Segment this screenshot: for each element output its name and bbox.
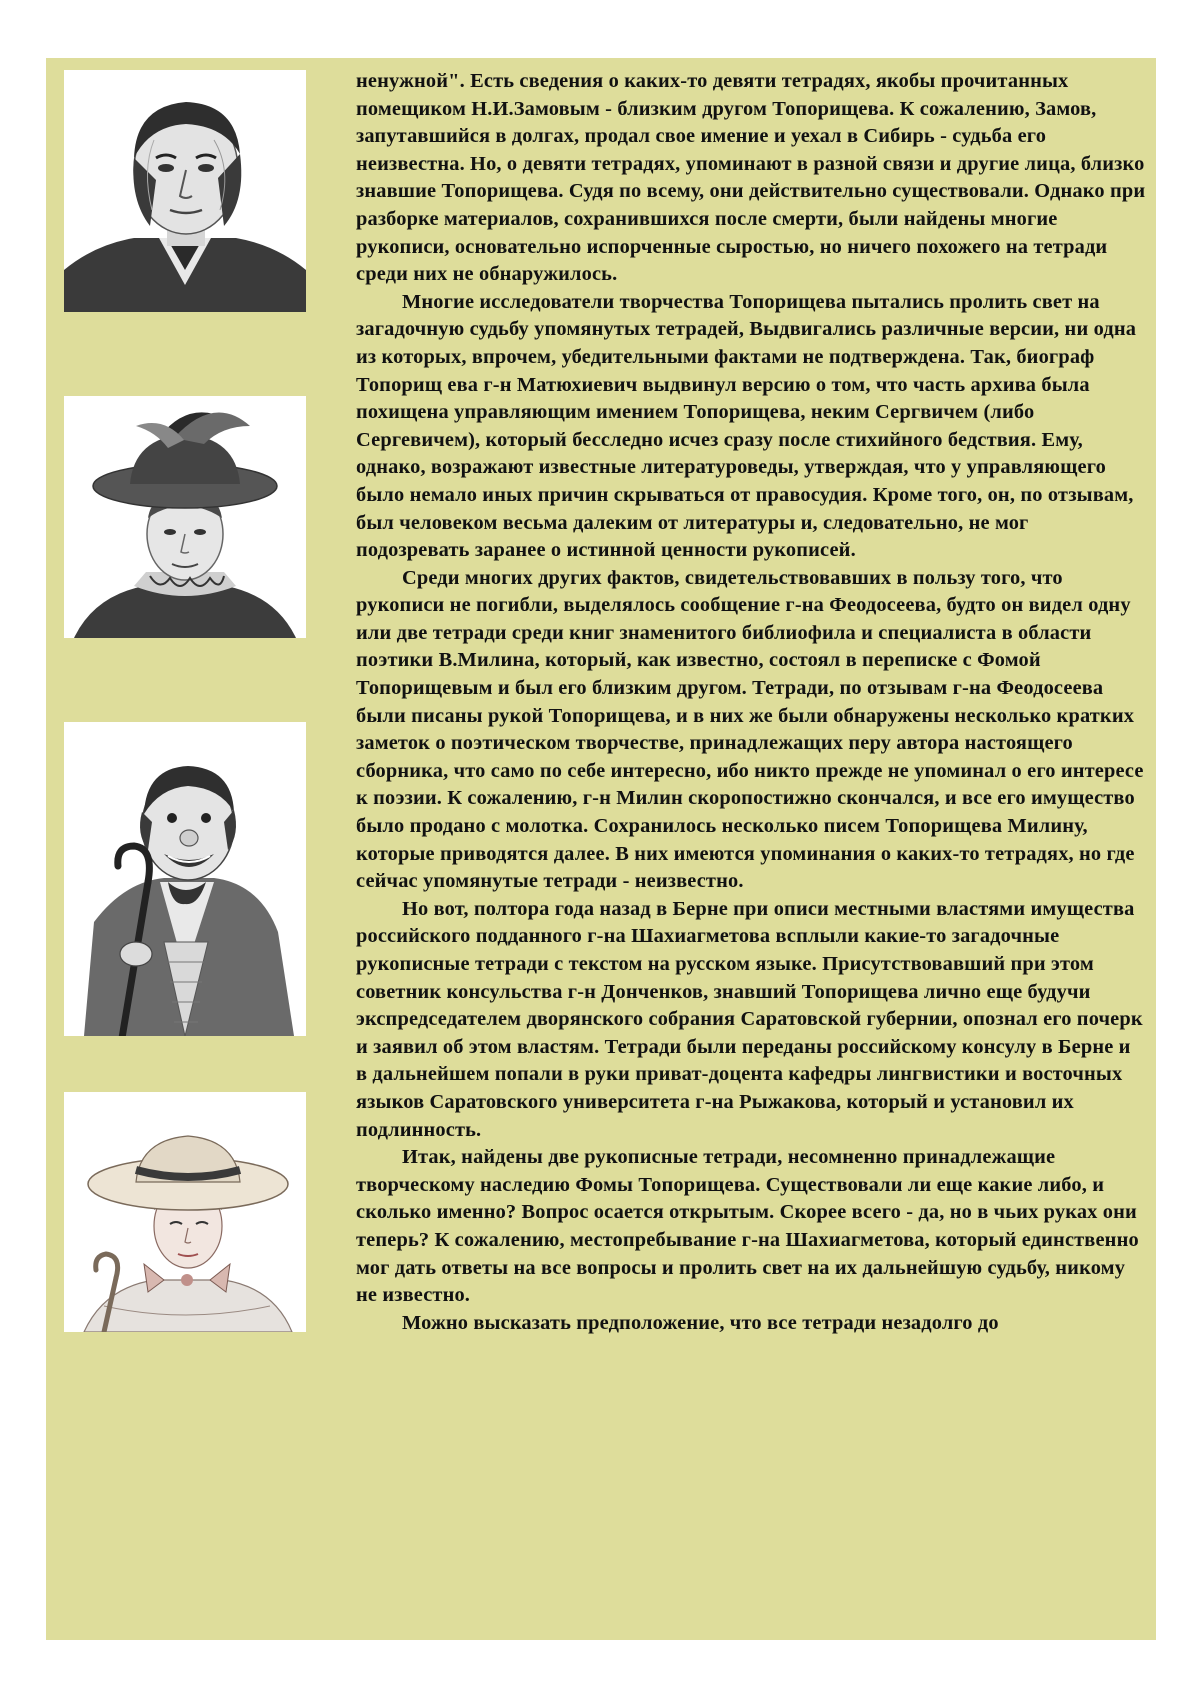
- paragraph: Можно высказать предположение, что все тетради незадолго до: [402, 1311, 999, 1334]
- paragraph: Итак, найдены две рукописные тетради, несомненно принадлежащие творческому наследию Фомы Топорищева. Существовали ли еще какие либо, и сколько именно? Вопрос осается открытым. Скорее всего - да, но в чьих руках они теперь? К сожалению, местопребывание г-на Шахиагметова, который единственно мог дать ответы на все вопросы и пролить свет на их дальнейшую судьбу, никому не известно.: [356, 1146, 1139, 1307]
- paragraph: Среди многих других фактов, свидетельствовавших в пользу того, что рукописи не погибли, выделялось сообщение г-на Феодосеева, будто он видел одну или две тетради среди книг знаменитого библиофила и специалиста в области поэтики В.Милина, который, как известно, состоял в переписке с Фомой Топорищевым и был его близким другом. Тетради, по отзывам г-на Феодосеева были писаны рукой Топорищева, и в них же были обнаружены несколько кратких заметок о поэтическом творчестве, принадлежащих перу автора настоящего сборника, что само по себе интересно, ибо никто прежде не упоминал о его интересе к поэзии. К сожалению, г-н Милин скоропостижно скончался, и все его имущество было продано с молотка. Сохранилось несколько писем Топорищева Милину, которые приводятся далее. В них имеются упоминания о каких-то тетрадях, но где сейчас упомянутые тетради - неизвестно.: [356, 566, 1144, 893]
- page-panel: [46, 58, 1156, 1640]
- body-text: [356, 68, 1146, 1337]
- paragraph: Но вот, полтора года назад в Берне при описи местными властями имущества российского подданного г-на Шахиагметова всплыли какие-то загадочные рукописные тетради с текстом на русском языке. Присутствовавший при этом советник консульства г-н Донченков, знавший Топорищева лично еще будучи экспредседателем дворянского собрания Саратовской губернии, опознал его почерк и заявил об этом властям. Тетради были переданы российскому консулу в Берне и в дальнейшем попали в руки приват-доцента кафедры лингвистики и восточных языков Саратовского университета г-на Рыжакова, который и установил их подлинность.: [356, 897, 1143, 1141]
- portrait-woman-straw-hat-icon: [64, 1092, 306, 1332]
- paragraph: ненужной". Есть сведения о каких-то девяти тетрадях, якобы прочитанных помещиком Н.И.Замовым - близким другом Топорищева. К сожалению, Замов, запутавшийся в долгах, продал свое имение и уехал в Сибирь - судьба его неизвестна. Но, о девяти тетрадях, упоминают в разной связи и другие лица, близко знавшие Топорищева. Судя по всему, они действительно существовали. Однако при разборке материалов, сохранившихся после смерти, были найдены многие рукописи, основательно испорченные сыростью, но ничего похожего на тетради среди них не обнаружилось.: [356, 70, 1146, 286]
- portrait-man-sideburns-icon: [64, 70, 306, 312]
- portrait-woman-feathered-hat-icon: [64, 396, 306, 638]
- caricature-man-with-cane-icon: [64, 722, 306, 1036]
- paragraph: Многие исследователи творчества Топорищева пытались пролить свет на загадочную судьбу упомянутых тетрадей, Выдвигались различные версии, ни одна из которых, впрочем, убедительными фактами не подтверждена. Так, биограф Топорищ ева г-н Матюхиевич выдвинул версию о том, что часть архива была похищена управляющим имением Топорищева, неким Сергвичем (либо Сергевичем), который бесследно исчез сразу после стихийного бедствия. Ему, однако, возражают известные литературоведы, утверждая, что у управляющего было немало иных причин скрываться от правосудия. Кроме того, он, по отзывам, был человеком весьма далеким от литературы и, следовательно, не мог подозревать заранее о истинной ценности рукописей.: [356, 290, 1137, 562]
